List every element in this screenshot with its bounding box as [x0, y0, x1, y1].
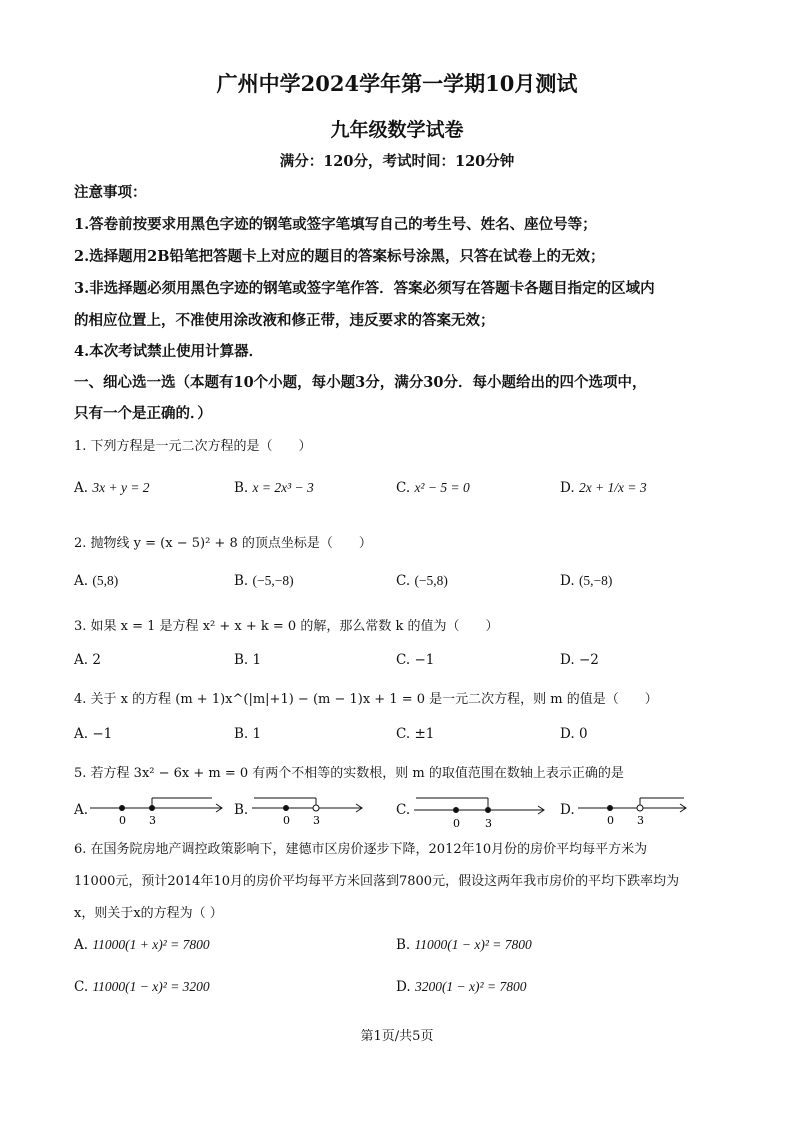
q5-option-c-label: C.	[396, 802, 411, 818]
exam-subtitle: 九年级数学试卷	[330, 119, 464, 141]
q3-d-text: −2	[578, 652, 599, 668]
exam-meta: 满分：120分，考试时间：120分钟	[279, 153, 515, 170]
q3-option-c: C. −1	[396, 652, 435, 668]
q6-c-text: 11000(1 − x)² = 3200	[92, 979, 210, 994]
q6-stem-line-2: 11000元，预计2014年10月的房价平均每平方米回落到7800元，假设这两年我市房价的平均下跌率均为	[74, 874, 680, 889]
q4-a-text: −1	[92, 726, 113, 742]
q2-option-b: B. (−5,−8)	[234, 573, 294, 589]
q5-option-d-label: D.	[560, 802, 575, 818]
q1-option-b: B. x = 2x³ − 3	[234, 480, 314, 496]
q2-option-c: C. (−5,8)	[396, 573, 448, 589]
q1-c-text: x² − 5 = 0	[414, 480, 470, 495]
q5-c-zero: 0	[453, 817, 460, 830]
q6-b-text: 11000(1 − x)² = 7800	[414, 937, 532, 952]
q5-number-line-a	[88, 790, 228, 830]
q3-option-b: B. 1	[234, 652, 262, 668]
q1-option-d: D. 2x + 1/x = 3	[560, 480, 647, 496]
note-4: 4.本次考试禁止使用计算器．	[74, 343, 264, 360]
q4-option-b: B. 1	[234, 726, 262, 742]
exam-title: 广州中学2024学年第一学期10月测试	[216, 71, 578, 96]
q2-b-text: (−5,−8)	[252, 573, 294, 588]
q4-option-d: D. 0	[560, 726, 588, 742]
q5-option-b-label: B.	[234, 802, 249, 818]
q6-option-a: A. 11000(1 + x)² = 7800	[74, 937, 210, 953]
page-number: 第1页/共5页	[360, 1029, 434, 1044]
q4-option-a: A. −1	[74, 726, 113, 742]
q5-d-three: 3	[637, 814, 644, 827]
q3-option-a: A. 2	[74, 652, 101, 668]
section-1-instruction: 一、细心选一选（本题有10个小题，每小题3分，满分30分．每小题给出的四个选项中，	[74, 374, 647, 391]
section-1-instruction-cont: 只有一个是正确的．）	[74, 405, 212, 422]
q3-option-d: D. −2	[560, 652, 599, 668]
q2-c-text: (−5,8)	[414, 573, 448, 588]
q1-option-a: A. 3x + y = 2	[74, 480, 150, 496]
q3-a-text: 2	[92, 652, 101, 668]
q4-stem: 4. 关于 x 的方程 (m + 1)x^(|m|+1) − (m − 1)x + 1 = 0 是一元二次方程，则 m 的值是（ ）	[74, 692, 658, 707]
q6-a-text: 11000(1 + x)² = 7800	[92, 937, 210, 952]
q4-c-text: ±1	[414, 726, 435, 742]
q5-option-a-label: A.	[74, 802, 89, 818]
q1-a-text: 3x + y = 2	[92, 480, 150, 495]
q3-b-text: 1	[252, 652, 262, 668]
notes-heading: 注意事项：	[74, 184, 147, 201]
q3-stem: 3. 如果 x = 1 是方程 x² + x + k = 0 的解，那么常数 k 的值为（ ）	[74, 619, 499, 634]
q1-d-text: 2x + 1/x = 3	[578, 480, 647, 495]
note-3b: 的相应位置上，不准使用涂改液和修正带，违反要求的答案无效；	[74, 312, 495, 329]
q1-option-c: C. x² − 5 = 0	[396, 480, 470, 496]
q5-b-three: 3	[313, 814, 320, 827]
q1-b-text: x = 2x³ − 3	[252, 480, 314, 495]
q5-number-line-c	[412, 790, 552, 832]
q1-stem: 1. 下列方程是一元二次方程的是（ ）	[74, 439, 312, 454]
q6-stem-line-1: 6. 在国务院房地产调控政策影响下，建德市区房价逐步下降，2012年10月份的房价平均每平方米为	[74, 842, 648, 857]
note-3a: 3.非选择题必须用黑色字迹的钢笔或签字笔作答．答案必须写在答题卡各题目指定的区域内	[74, 280, 655, 297]
note-1: 1.答卷前按要求用黑色字迹的钢笔或签字笔填写自己的考生号、姓名、座位号等；	[74, 216, 597, 233]
q5-d-zero: 0	[607, 814, 614, 827]
q6-d-text: 3200(1 − x)² = 7800	[414, 979, 527, 994]
note-2: 2.选择题用2B铅笔把答题卡上对应的题目的答案标号涂黑，只答在试卷上的无效；	[74, 248, 605, 265]
q6-option-b: B. 11000(1 − x)² = 7800	[396, 937, 532, 953]
q5-number-line-d	[576, 790, 694, 830]
q2-d-text: (5,−8)	[578, 573, 613, 588]
q4-option-c: C. ±1	[396, 726, 435, 742]
q2-option-a: A. (5,8)	[74, 573, 119, 589]
q6-option-d: D. 3200(1 − x)² = 7800	[396, 979, 527, 995]
q5-a-zero: 0	[119, 814, 126, 827]
q2-a-text: (5,8)	[92, 573, 119, 588]
q4-b-text: 1	[252, 726, 262, 742]
q5-b-zero: 0	[283, 814, 290, 827]
q2-option-d: D. (5,−8)	[560, 573, 613, 589]
q5-a-three: 3	[149, 814, 156, 827]
q5-number-line-b	[250, 790, 370, 830]
q5-c-three: 3	[485, 817, 492, 830]
q6-option-c: C. 11000(1 − x)² = 3200	[74, 979, 210, 995]
q3-c-text: −1	[414, 652, 435, 668]
q2-stem: 2. 抛物线 y = (x − 5)² + 8 的顶点坐标是（ ）	[74, 536, 372, 551]
q5-stem: 5. 若方程 3x² − 6x + m = 0 有两个不相等的实数根，则 m 的取值范围在数轴上表示正确的是	[74, 766, 624, 781]
q6-stem-line-3: x，则关于x的方程为（ ）	[74, 906, 223, 921]
q4-d-text: 0	[578, 726, 588, 742]
